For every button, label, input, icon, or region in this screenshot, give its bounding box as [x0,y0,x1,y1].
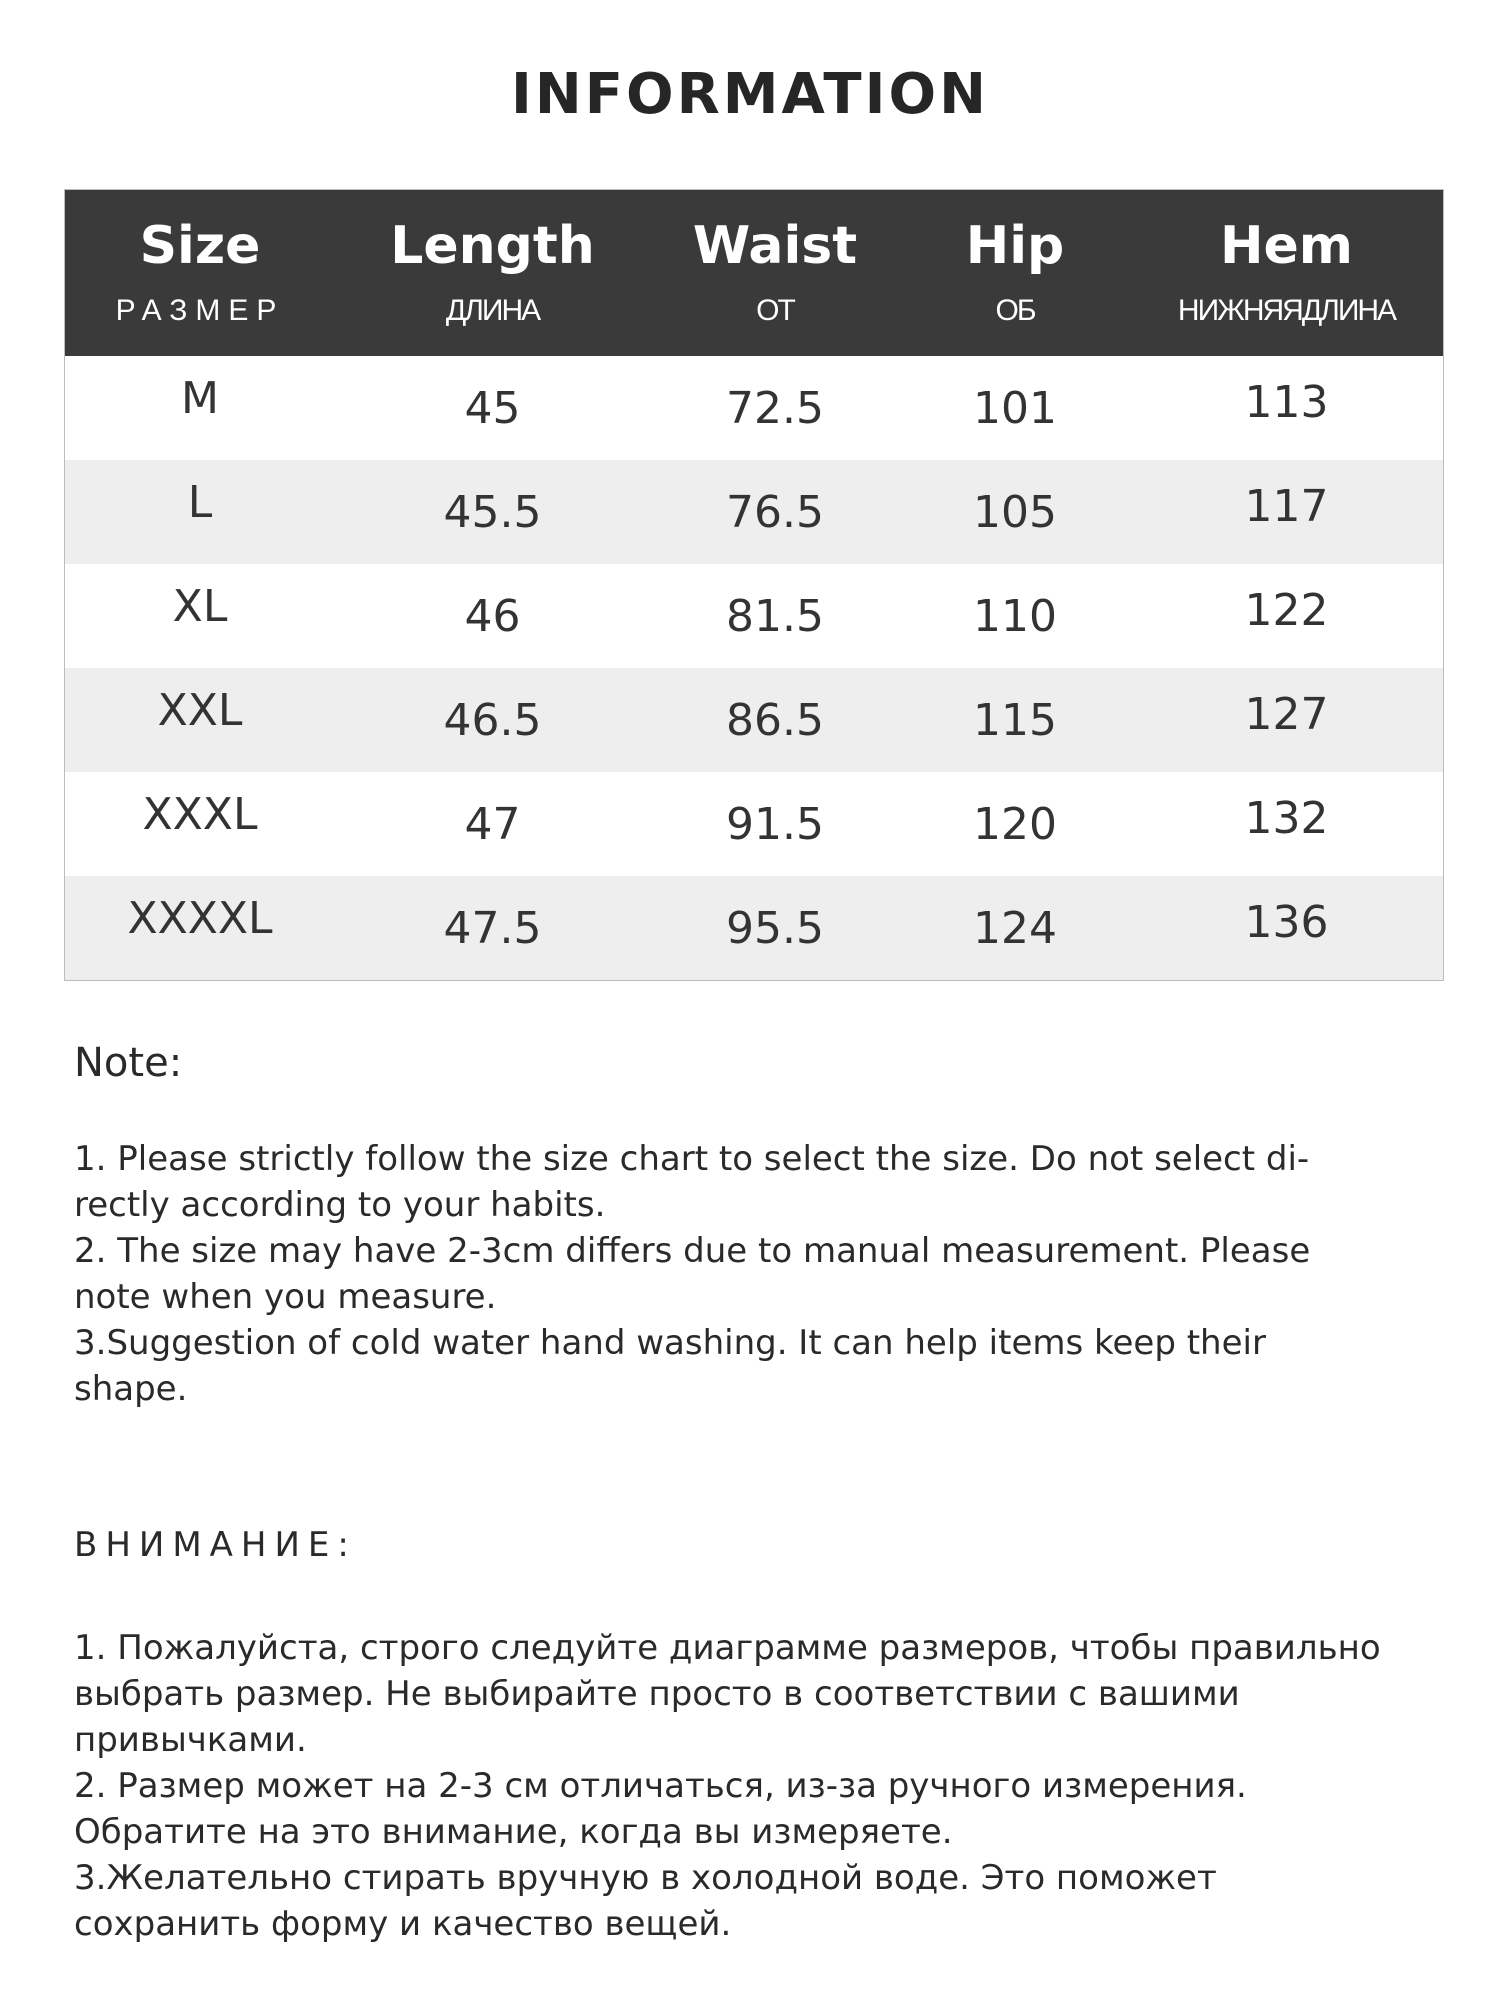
cell-length: 46.5 [443,694,542,746]
cell-size: M [181,372,219,424]
size-chart-table [64,189,1444,981]
note-line: сохранить форму и качество вещей. [74,1904,732,1944]
cell-hip: 105 [973,486,1057,538]
cell-size: L [187,476,213,528]
header-length [335,190,650,356]
header-waist-en: Waist [692,216,858,277]
cell-waist: 72.5 [726,382,824,434]
note-heading-en: Note: [74,1040,183,1086]
note-line: note when you measure. [74,1277,497,1317]
cell-hem: 113 [1244,376,1329,428]
header-size-ru: РАЗМЕР [115,293,285,327]
note-line: 2. The size may have 2-3cm differs due to manual measurement. Please [74,1231,1311,1271]
header-waist-ru: ОТ [756,293,794,327]
header-size [65,190,335,356]
cell-waist: 86.5 [726,694,824,746]
table-row [65,356,1443,460]
page-title: INFORMATION [511,62,989,127]
header-hem-ru: НИЖНЯЯДЛИНА [1177,293,1396,327]
note-section-ru [74,1525,1414,1947]
table-row [65,876,1443,980]
cell-hem: 117 [1244,480,1329,532]
note-line: выбрать размер. Не выбирайте просто в соответствии с вашими [74,1674,1240,1714]
note-line: 3.Suggestion of cold water hand washing. It can help items keep their [74,1323,1266,1363]
cell-size: XXL [157,684,243,736]
cell-hip: 115 [973,694,1057,746]
cell-hem: 132 [1244,792,1329,844]
table-row [65,460,1443,564]
cell-waist: 76.5 [726,486,824,538]
header-hip-en: Hip [965,216,1065,277]
header-hem [1130,190,1443,356]
cell-size: XL [172,580,228,632]
header-size-en: Size [139,216,261,277]
cell-size: XXXXL [127,892,273,944]
note-line: привычками. [74,1720,307,1760]
cell-hem: 122 [1244,584,1329,636]
cell-waist: 81.5 [726,590,824,642]
cell-hip: 101 [973,382,1057,434]
cell-waist: 95.5 [726,902,824,954]
note-line: Обратите на это внимание, когда вы измеряете. [74,1812,953,1852]
cell-hem: 136 [1244,896,1329,948]
note-line: 2. Размер может на 2-3 см отличаться, из-за ручного измерения. [74,1766,1247,1806]
header-hem-en: Hem [1220,216,1353,277]
cell-hip: 124 [973,902,1057,954]
note-line: 3.Желательно стирать вручную в холодной воде. Это поможет [74,1858,1217,1898]
cell-size: XXXL [142,788,258,840]
cell-length: 46 [464,590,521,642]
cell-hip: 120 [973,798,1057,850]
cell-length: 45 [464,382,521,434]
header-length-ru: ДЛИНА [445,293,540,327]
note-section-en [74,1040,1414,1412]
cell-length: 45.5 [443,486,542,538]
table-header-row [65,190,1443,356]
header-waist [650,190,900,356]
cell-waist: 91.5 [726,798,824,850]
table-row [65,564,1443,668]
note-heading-ru: ВНИМАНИЕ: [74,1525,357,1565]
table-row [65,668,1443,772]
header-hip-ru: ОБ [995,293,1035,327]
cell-hem: 127 [1244,688,1329,740]
header-hip [900,190,1130,356]
cell-length: 47 [464,798,521,850]
note-line: rectly according to your habits. [74,1185,606,1225]
note-line: 1. Пожалуйста, строго следуйте диаграмме размеров, чтобы правильно [74,1628,1381,1668]
cell-length: 47.5 [443,902,542,954]
cell-hip: 110 [973,590,1057,642]
note-line: 1. Please strictly follow the size chart to select the size. Do not select di- [74,1139,1310,1179]
header-length-en: Length [390,216,595,277]
table-row [65,772,1443,876]
note-line: shape. [74,1369,188,1409]
